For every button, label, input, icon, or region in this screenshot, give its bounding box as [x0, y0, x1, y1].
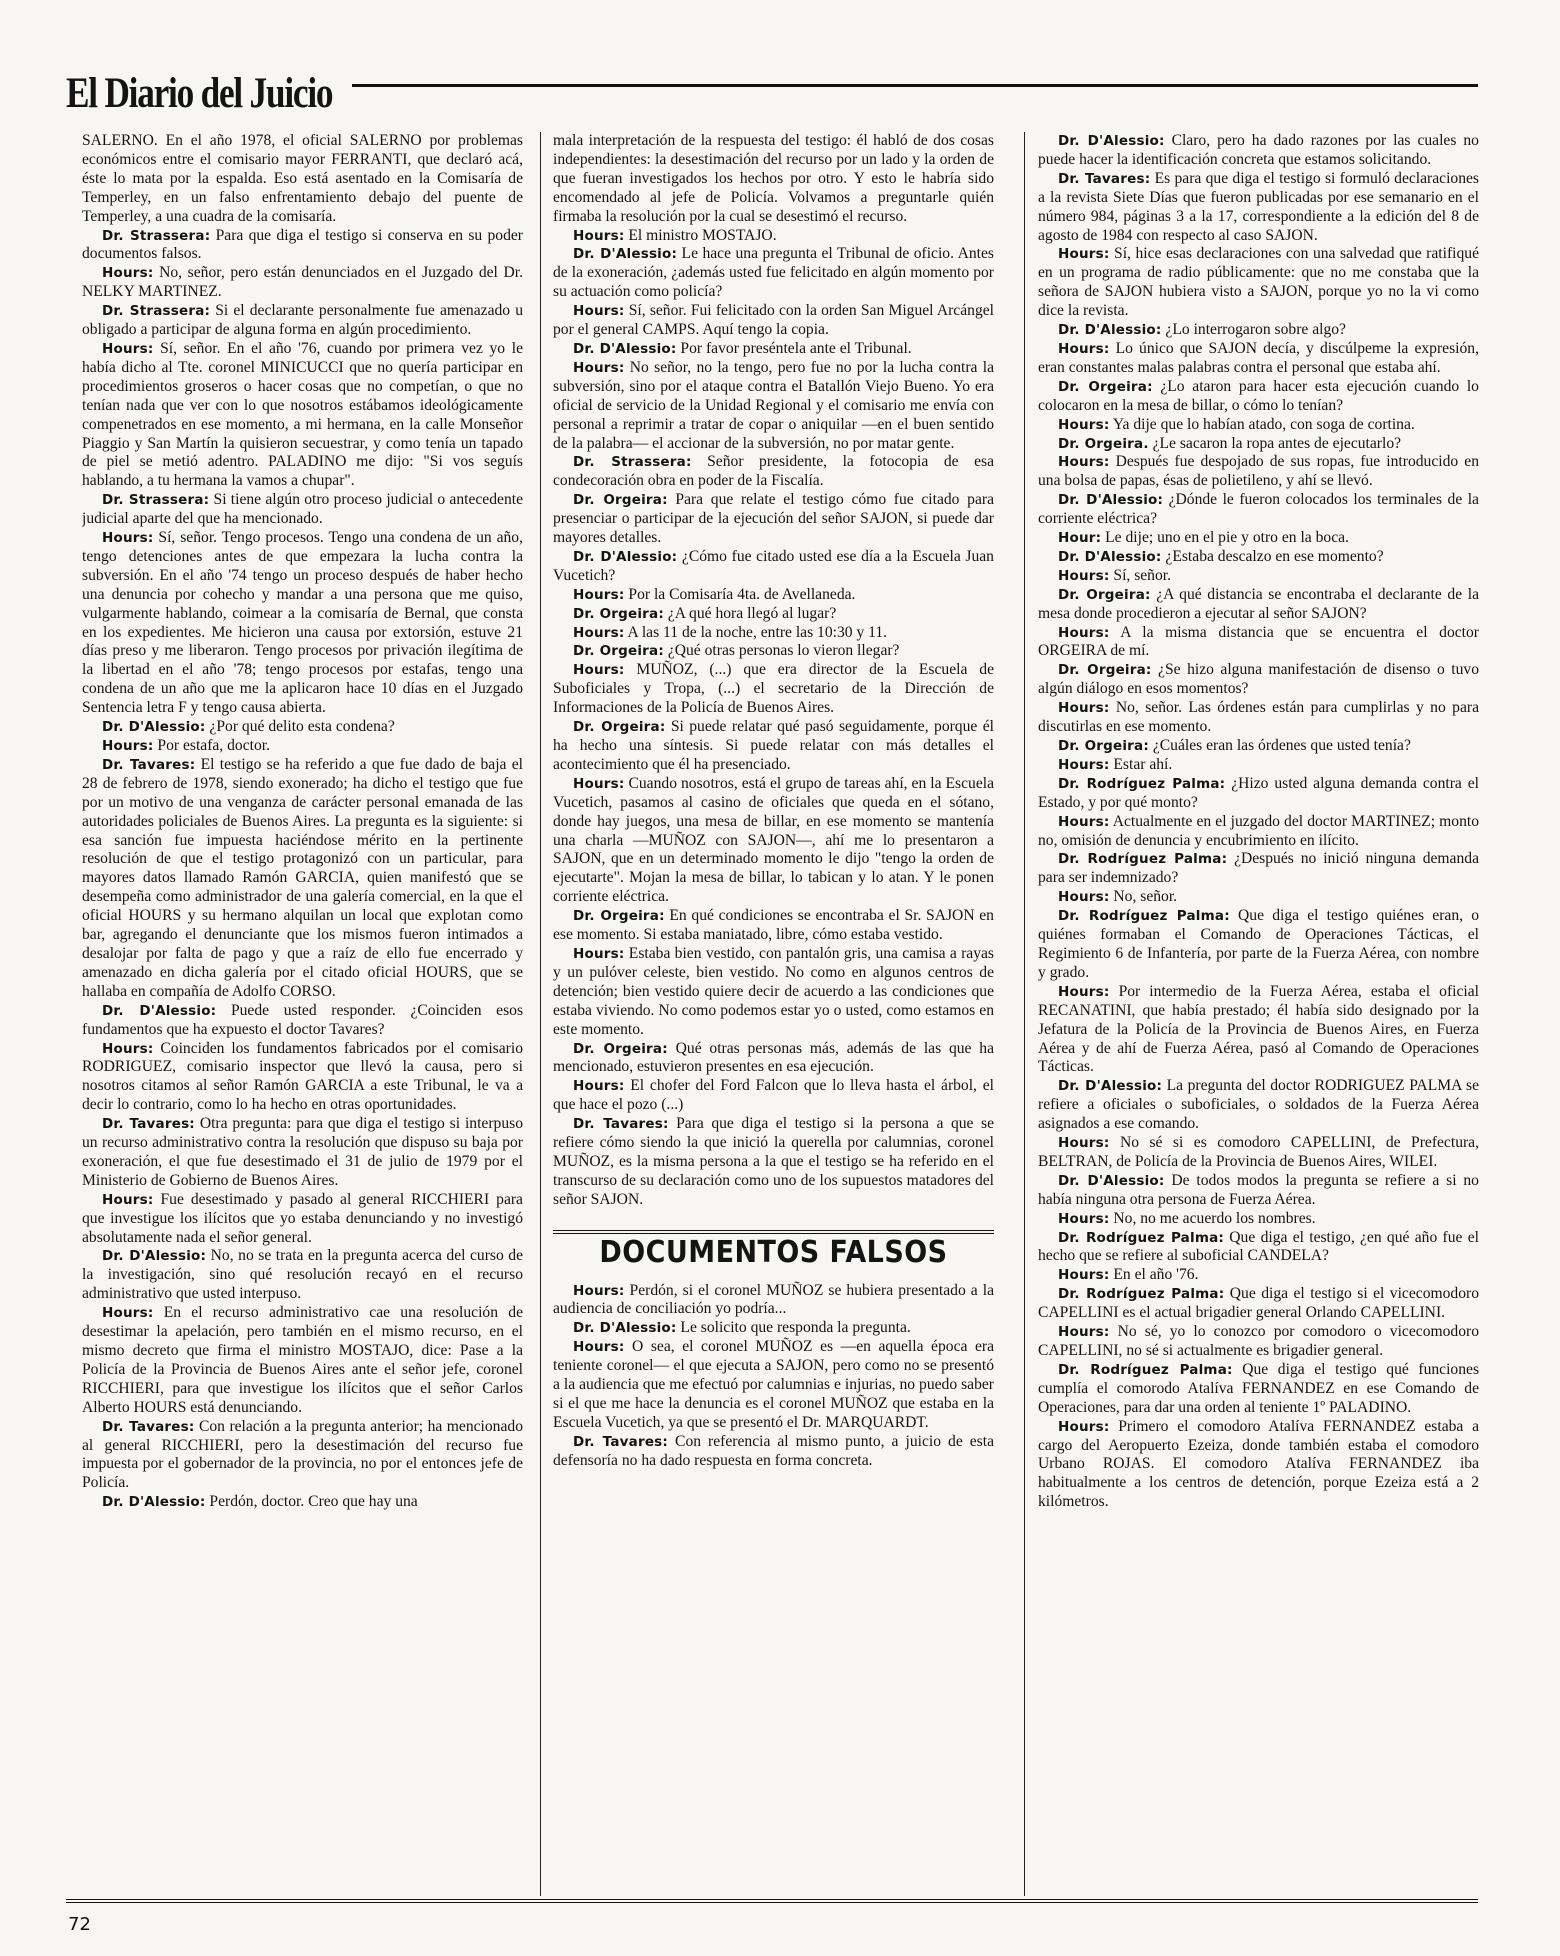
speaker-name: Dr. Tavares:: [102, 756, 196, 773]
paragraph-text: Estaba bien vestido, con pantalón gris, una camisa a rayas y un pulóver celeste, bien vestido. No como en algunos centros de detención; bien vestido quiere decir de acuerdo a las condiciones que estaba viviendo. No como podemos estar yo o usted, como estamos en este momento.: [553, 944, 994, 1038]
paragraph-text: A la misma distancia que se encuentra el doctor ORGEIRA de mí.: [1038, 623, 1479, 660]
paragraph-text: Fue desestimado y pasado al general RICCHIERI para que investigue los ilícitos que yo estaba denunciando y no investigó absolutamente nada el señor general.: [82, 1190, 523, 1246]
paragraph-text: No, no me acuerdo los nombres.: [1113, 1209, 1316, 1227]
paragraph-text: Actualmente en el juzgado del doctor MARTINEZ; monto no, omisión de denuncia y encubrimiento en ilícito.: [1038, 812, 1479, 849]
speaker-name: Dr. D'Alessio:: [1058, 492, 1164, 509]
speaker-name: Dr. D'Alessio:: [1058, 548, 1162, 565]
speaker-name: Hours:: [1058, 1210, 1110, 1227]
paragraph-text: El ministro MOSTAJO.: [628, 226, 777, 244]
paragraph-text: Por estafa, doctor.: [157, 737, 270, 754]
paragraph-text: Cuando nosotros, está el grupo de tareas ahí, en la Escuela Vucetich, pasamos al casino de oficiales que queda en el sótano, donde hay juegos, una mesa de billar, en ese momento se mantenía una charla —MUÑOZ con SAJON—, ahí me lo presentaron a SAJON, que en un determinado momento le dijo "tengo la orden de ejecutarte". Mojan la mesa de billar, lo tabican y lo atan. Y le ponen corriente eléctrica.: [553, 774, 994, 906]
transcript-paragraph: [1038, 321, 1479, 340]
transcript-paragraph: [82, 1247, 523, 1304]
speaker-name: Hours:: [573, 775, 625, 792]
speaker-name: Dr. D'Alessio:: [1058, 322, 1162, 339]
paragraph-text: Para que relate el testigo cómo fue citado para presenciar o participar de la ejecución del señor SAJON, si puede dar mayores detalles.: [553, 491, 994, 547]
transcript-paragraph: [553, 1338, 994, 1433]
transcript-paragraph: [553, 302, 994, 340]
paragraph-text: Sí, señor.: [1113, 566, 1172, 584]
transcript-paragraph: [553, 227, 994, 246]
transcript-paragraph: [553, 624, 994, 643]
paragraph-text: Claro, pero ha dado razones por las cuales no puede hacer la identificación concreta que estamos solicitando.: [1038, 132, 1479, 168]
transcript-paragraph: [553, 491, 994, 548]
transcript-paragraph: [82, 1304, 523, 1417]
masthead-rule: [352, 84, 1478, 87]
paragraph-text: MUÑOZ, (...) que era director de la Escuela de Suboficiales y Tropa, (...) el secretario de la Dirección de Informaciones de la Policía de Buenos Aires.: [553, 661, 994, 717]
column-2-bottom: [553, 1282, 994, 1471]
speaker-name: Dr. Orgeira:: [1058, 662, 1152, 679]
paragraph-text: Lo único que SAJON decía, y discúlpeme la expresión, eran constantes malas palabras contra el personal que estaba ahí.: [1038, 339, 1479, 376]
paragraph-text: No, no se trata en la pregunta acerca del curso de la investigación, sino qué resolución recayó en el recurso administrativo que usted interpuso.: [82, 1247, 523, 1303]
paragraph-text: ¿Cuáles eran las órdenes que usted tenía?: [1152, 737, 1411, 754]
speaker-name: Hours:: [1058, 889, 1110, 906]
speaker-name: Hours:: [1058, 454, 1110, 471]
transcript-paragraph: [553, 1040, 994, 1078]
paragraph-text: No sé, yo lo conozco por comodoro o vicecomodoro CAPELLINI, no sé si actualmente es brigadier general.: [1038, 1323, 1479, 1359]
paragraph-text: Que diga el testigo qué funciones cumplía el comorodo Atalíva FERNANDEZ en ese Comando de Operaciones, para dar una orden al teniente 1º PALADINO.: [1038, 1360, 1479, 1416]
paragraph-text: El chofer del Ford Falcon que lo lleva hasta el árbol, el que hace el pozo (...): [553, 1077, 994, 1114]
transcript-paragraph: [82, 1191, 523, 1248]
transcript-paragraph: [82, 1493, 523, 1512]
transcript-paragraph: [1038, 1266, 1479, 1285]
transcript-paragraph: [1038, 907, 1479, 983]
speaker-name: Hours:: [573, 227, 625, 244]
speaker-name: Dr. D'Alessio:: [1058, 133, 1165, 149]
speaker-name: Hours:: [102, 530, 154, 547]
paragraph-text: ¿A qué distancia se encontraba el declarante de la mesa donde procedieron a ejecutar al señor SAJON?: [1038, 585, 1479, 622]
transcript-paragraph: [1038, 737, 1479, 756]
paragraph-text: Si tiene algún otro proceso judicial o antecedente judicial aparte del que ha mencionado.: [82, 491, 523, 528]
transcript-paragraph: [1038, 1323, 1479, 1361]
transcript-paragraph: [1038, 850, 1479, 888]
speaker-name: Dr. D'Alessio:: [102, 1494, 206, 1511]
speaker-name: Hours:: [102, 738, 154, 754]
paragraph-text: ¿Después no inició ninguna demanda para ser indemnizado?: [1038, 850, 1479, 887]
speaker-name: Dr. D'Alessio:: [573, 548, 678, 565]
speaker-name: Dr. D'Alessio:: [1058, 1078, 1163, 1095]
paragraph-text: Con relación a la pregunta anterior; ha mencionado al general RICCHIERI, pero la desestimación del recurso fue impuesta por el gobernador de la provincia, no por el entonces jefe de Policía.: [82, 1417, 523, 1492]
column-2-top: [553, 132, 994, 1210]
paragraph-text: De todos modos la pregunta se refiere a si no había ninguna otra persona de Fuerza Aérea.: [1038, 1171, 1479, 1208]
paragraph-text: ¿Lo interrogaron sobre algo?: [1165, 321, 1346, 339]
paragraph-text: Después fue despojado de sus ropas, fue introducido en una bolsa de papas, ésas de polietileno, y ahí se llevó.: [1038, 453, 1479, 490]
transcript-paragraph: [1038, 453, 1479, 491]
transcript-paragraph: [1038, 661, 1479, 699]
transcript-paragraph: [82, 718, 523, 737]
paragraph-text: Si puede relatar qué pasó seguidamente, porque él ha hecho una síntesis. Si puede relatar con más detalles el acontecimiento que él ha presenciado.: [553, 718, 994, 773]
speaker-name: Dr. Rodríguez Palma:: [1058, 1286, 1225, 1303]
paragraph-text: Puede usted responder. ¿Coinciden esos fundamentos que ha expuesto el doctor Tavares?: [82, 1001, 523, 1038]
paragraph-text: ¿Le sacaron la ropa antes de ejecutarlo?: [1152, 434, 1402, 452]
paragraph-text: La pregunta del doctor RODRIGUEZ PALMA se refiere a oficiales o suboficiales, o soldados de la Fuerza Aérea asignados a ese comando.: [1038, 1077, 1479, 1133]
paragraph-text: Con referencia al mismo punto, a juicio de esta defensoría no ha dado respuesta en forma concreta.: [553, 1432, 994, 1469]
paragraph-text: Que diga el testigo, ¿en qué año fue el hecho que se refiere al suboficial CANDELA?: [1038, 1228, 1479, 1265]
transcript-paragraph: [82, 756, 523, 1002]
speaker-name: Dr. D'Alessio:: [102, 1248, 207, 1265]
paragraph-text: ¿Lo ataron para hacer esta ejecución cuando lo colocaron en la mesa de billar, o cómo lo tenían?: [1038, 377, 1479, 414]
paragraph-text: SALERNO. En el año 1978, el oficial SALERNO por problemas económicos entre el comisario mayor FERRANTI, que declaró acá, éste lo mata por la espalda. Eso está asentado en la Comisaría de Temperley, en un falso enfrentamiento debajo del puente de Temperley, a una cuadra de la comisaría.: [82, 132, 523, 225]
speaker-name: Dr. Orgeira:: [573, 908, 665, 925]
transcript-paragraph: [1038, 983, 1479, 1078]
speaker-name: Hours:: [1058, 1418, 1110, 1435]
speaker-name: Hours:: [573, 1282, 625, 1299]
transcript-paragraph: [1038, 491, 1479, 529]
speaker-name: Hours:: [1058, 246, 1110, 263]
speaker-name: Hours:: [1058, 700, 1110, 717]
speaker-name: Hours:: [102, 1040, 154, 1057]
transcript-paragraph: [82, 529, 523, 718]
speaker-name: Hours:: [573, 945, 625, 962]
transcript-paragraph: [82, 1040, 523, 1116]
paragraph-text: No, señor. Las órdenes están para cumplirlas y no para discutirlas en ese momento.: [1038, 699, 1479, 736]
paragraph-text: ¿Se hizo alguna manifestación de disenso o tuvo algún diálogo en esos momentos?: [1038, 661, 1479, 698]
transcript-paragraph: [553, 642, 994, 661]
transcript-paragraph: [1038, 1210, 1479, 1229]
transcript-paragraph: [553, 340, 994, 359]
speaker-name: Hours:: [573, 662, 625, 679]
speaker-name: Dr. Strassera:: [102, 227, 211, 244]
speaker-name: Hours:: [573, 1078, 625, 1095]
transcript-paragraph: [553, 548, 994, 586]
paragraph-text: Ya dije que lo habían atado, con soga de cortina.: [1112, 415, 1415, 433]
transcript-paragraph: [553, 586, 994, 605]
transcript-paragraph: [1038, 756, 1479, 775]
speaker-name: Hours:: [573, 624, 625, 641]
speaker-name: Dr. D'Alessio:: [573, 340, 677, 357]
speaker-name: Hours:: [102, 340, 154, 357]
speaker-name: Dr. Rodríguez Palma:: [1058, 908, 1230, 925]
speaker-name: Dr. Tavares:: [102, 1116, 195, 1133]
transcript-paragraph: [1038, 416, 1479, 435]
transcript-paragraph: [553, 605, 994, 624]
speaker-name: Dr. Strassera:: [573, 454, 692, 471]
speaker-name: Dr. Orgeira:: [1058, 738, 1149, 754]
paragraph-text: Por favor preséntela ante el Tribunal.: [680, 339, 912, 357]
paragraph-text: ¿Por qué delito esta condena?: [209, 718, 395, 736]
masthead-title: El Diario del Juicio: [66, 70, 333, 117]
paragraph-text: Para que diga el testigo si conserva en su poder documentos falsos.: [82, 226, 523, 263]
transcript-paragraph: [553, 718, 994, 775]
paragraph-text: En el recurso administrativo cae una resolución de desestimar la apelación, pero también en el mismo recurso, en el mismo decreto que firma el ministro MOSTAJO, dice: Pase a la Policía de la Provincia de Buenos Aires ante el señor jefe, coronel RICCHIERI, para que investigue los ilícitos que el señor Carlos Alberto HOURS está denunciando.: [82, 1304, 523, 1416]
transcript-paragraph: [1038, 1229, 1479, 1267]
section-heading-text: DOCUMENTOS FALSOS: [599, 1234, 948, 1270]
transcript-paragraph: [553, 1077, 994, 1115]
transcript-paragraph: [82, 302, 523, 340]
speaker-name: Dr. Tavares:: [1058, 170, 1151, 187]
article-body: [82, 132, 1480, 1896]
paragraph-text: ¿Cómo fue citado usted ese día a la Escuela Juan Vucetich?: [553, 547, 994, 584]
transcript-paragraph: [553, 132, 994, 227]
paragraph-text: Coinciden los fundamentos fabricados por el comisario RODRIGUEZ, comisario inspector que llevó la causa, pero si nosotros citamos al señor Ramón GARCIA a este Tribunal, le va a decir lo contrario, como lo ha hecho en otras oportunidades.: [82, 1039, 523, 1114]
paragraph-text: Perdón, doctor. Creo que hay una: [209, 1493, 418, 1511]
transcript-paragraph: [82, 340, 523, 491]
transcript-paragraph: [553, 907, 994, 945]
paragraph-text: No, señor.: [1113, 888, 1178, 906]
transcript-paragraph: [1038, 699, 1479, 737]
paragraph-text: El testigo se ha referido a que fue dado de baja el 28 de febrero de 1978, siendo exonerado; ha dicho el testigo que fue por un motivo de una venganza de carácter personal emanada de las autoridades policiales de Buenos Aires. La pregunta es la siguiente: si esa sanción fue impuesta haciéndose mérito en la pertinente resolución de que el testigo protagonizó con un particular, para mayores datos llamado Ramón GARCIA, quien manifestó que se desempeña como administrador de una galería comercial, en la que el oficial HOURS y su hermano alquilan un local que explotan como bar, agregando el denunciante que los mismos fueron intimados a desalojar por falta de pago y que a raíz de ello fue encerrado y amenazado en dicha galería por el citado oficial HOURS, que se hallaba en compañía de Adolfo CORSO.: [82, 755, 523, 1000]
paragraph-text: Sí, señor. En el año '76, cuando por primera vez yo le había dicho al Tte. coronel MINICUCCI que no quería participar en procedimientos groseros o hacer cosas que no competían, o que no tenían nada que ver con lo que nosotros estábamos ideológicamente compenetrados en ese momento, a mi hermana, en la calle Monseñor Piaggio y San Martín la quisieron secuestrar, y como tenía un tapado de piel se metió adentro. PALADINO me dijo: "Si vos seguís hablando, a tu hermana la vamos a chupar".: [82, 339, 523, 490]
speaker-name: Hours:: [573, 586, 625, 603]
column-3: [1038, 132, 1479, 1896]
speaker-name: Hours:: [573, 303, 625, 320]
transcript-paragraph: [1038, 1077, 1479, 1134]
transcript-paragraph: [1038, 170, 1479, 246]
transcript-paragraph: [553, 1282, 994, 1320]
transcript-paragraph: [1038, 813, 1479, 851]
speaker-name: Dr. Orgeira:: [573, 492, 668, 509]
paragraph-text: Estar ahí.: [1113, 755, 1173, 773]
transcript-paragraph: [1038, 888, 1479, 907]
column-divider: [540, 132, 541, 1896]
transcript-paragraph: [553, 945, 994, 1040]
transcript-paragraph: [1038, 624, 1479, 662]
transcript-paragraph: [1038, 1361, 1479, 1418]
paragraph-text: Le dije; uno en el pie y otro en la boca.: [1105, 529, 1349, 547]
paragraph-text: Por la Comisaría 4ta. de Avellaneda.: [628, 585, 856, 603]
column-1: [82, 132, 523, 1896]
transcript-paragraph: [1038, 586, 1479, 624]
speaker-name: Hours:: [573, 1339, 625, 1356]
column-2: [553, 132, 994, 1896]
transcript-paragraph: [553, 1319, 994, 1338]
speaker-name: Dr. Tavares:: [102, 1418, 195, 1435]
speaker-name: Dr. Rodríguez Palma:: [1058, 1361, 1233, 1378]
speaker-name: Dr. Strassera:: [102, 492, 210, 509]
speaker-name: Dr. Orgeira:: [1058, 378, 1153, 395]
paragraph-text: Primero el comodoro Atalíva FERNANDEZ estaba a cargo del Aeropuerto Ezeiza, donde también estaba el comodoro Urbano ROJAS. El comodoro Atalíva FERNANDEZ iba habitualmente a los centros de detención, porque Ezeiza está a 2 kilómetros.: [1038, 1417, 1479, 1511]
transcript-paragraph: [1038, 1134, 1479, 1172]
transcript-paragraph: [1038, 378, 1479, 416]
paragraph-text: Sí, hice esas declaraciones con una salvedad que ratifiqué en un programa de radio públicamente: que no me constaba que la señora de SAJON hubiera visto a SAJON, porque yo no la vi como dice la revista.: [1038, 245, 1479, 320]
transcript-paragraph: [82, 264, 523, 302]
speaker-name: Hours:: [102, 265, 154, 282]
transcript-paragraph: [553, 1433, 994, 1471]
paragraph-text: En qué condiciones se encontraba el Sr. SAJON en ese momento. Si estaba maniatado, libre, cómo estaba vestido.: [553, 907, 994, 944]
speaker-name: Dr. Orgeira:: [573, 605, 664, 622]
speaker-name: Hours:: [1058, 340, 1110, 357]
speaker-name: Dr. Orgeira.: [1058, 435, 1149, 452]
transcript-paragraph: [82, 737, 523, 756]
speaker-name: Dr. Orgeira:: [573, 1040, 668, 1057]
transcript-paragraph: [553, 775, 994, 907]
transcript-paragraph: [1038, 245, 1479, 321]
transcript-paragraph: [82, 491, 523, 529]
paragraph-text: No sé si es comodoro CAPELLINI, de Prefectura, BELTRAN, de Policía de la Provincia de Buenos Aires, WILEI.: [1038, 1134, 1479, 1170]
transcript-paragraph: [82, 1115, 523, 1191]
transcript-paragraph: [1038, 775, 1479, 813]
transcript-paragraph: [82, 1002, 523, 1040]
speaker-name: Hour:: [1058, 530, 1102, 547]
paragraph-text: No señor, no la tengo, pero fue no por la lucha contra la subversión, sino por el ataque contra el Batallón Viejo Bueno. Yo era oficial de servicio de la Unidad Regional y el comisario me envía con personal a reprimir a tratar de copar o aniquilar —en el buen sentido de la palabra— el accionar de la subversión, no por matar gente.: [553, 358, 994, 452]
paragraph-text: Le solicito que responda la pregunta.: [680, 1319, 911, 1337]
paragraph-text: Es para que diga el testigo si formuló declaraciones a la revista Siete Días que fueron publicadas por ese semanario en el número 984, páginas 3 a la 17, correspondiente a la edición del 8 de agosto de 1984 con respecto al caso SAJON.: [1038, 169, 1479, 244]
speaker-name: Dr. D'Alessio:: [102, 1002, 217, 1019]
speaker-name: Hours:: [1058, 983, 1110, 1000]
paragraph-text: Sí, señor. Tengo procesos. Tengo una condena de un año, tengo detenciones antes de que empezara la lucha contra la subversión. En el año '74 tengo un proceso después de haber hecho una denuncia por cohecho y mandar a una persona que me quiso, vulgarmente hablando, coimear a la comisaría de Bernal, que consta en los expedientes. Me hicieron una causa por extorsión, estuve 21 días preso y me liberaron. Tengo procesos por privación ilegítima de la libertad en el año '78; tengo procesos por estafas, tengo una condena de un año que me la aplicaron hace 10 días en el Juzgado Sentencia letra F y tengo causa abierta.: [82, 529, 523, 717]
paragraph-text: ¿Dónde le fueron colocados los terminales de la corriente eléctrica?: [1038, 491, 1479, 528]
page-number: 72: [68, 1914, 91, 1935]
paragraph-text: ¿Qué otras personas lo vieron llegar?: [667, 642, 900, 660]
paragraph-text: En el año '76.: [1113, 1266, 1199, 1284]
transcript-paragraph: [553, 359, 994, 454]
transcript-paragraph: [1038, 548, 1479, 567]
speaker-name: Hours:: [102, 1191, 154, 1208]
paragraph-text: Perdón, si el coronel MUÑOZ se hubiera presentado a la audiencia de conciliación yo podría...: [553, 1281, 994, 1318]
transcript-paragraph: [82, 227, 523, 265]
transcript-paragraph: [1038, 340, 1479, 378]
transcript-paragraph: [553, 453, 994, 491]
paragraph-text: Por intermedio de la Fuerza Aérea, estaba el oficial RECANATINI, que había prestado; él había sido designado por la Jefatura de la Policía de la Provincia de Buenos Aires, en Fuerza Aérea y de ahí de Fuerza Aérea, pasó al Comando de Operaciones Tácticas.: [1038, 982, 1479, 1076]
paragraph-text: Si el declarante personalmente fue amenazado u obligado a participar de alguna forma en algún procedimiento.: [82, 302, 523, 339]
footer-rule: [66, 1899, 1478, 1903]
speaker-name: Dr. D'Alessio:: [573, 1320, 677, 1337]
speaker-name: Dr. D'Alessio:: [102, 719, 206, 736]
transcript-paragraph: [553, 245, 994, 302]
paragraph-text: mala interpretación de la respuesta del testigo: él habló de dos cosas independientes: la desestimación del recurso por un lado y la orden de que fueran investigados los hechos por otro. Y esto le habría sido encomendado al jefe de Policía. Volvamos a preguntarle quién firmaba la resolución por la cual se desestimó el recurso.: [553, 132, 994, 225]
speaker-name: Dr. D'Alessio:: [573, 246, 678, 263]
paragraph-text: Que diga el testigo si el vicecomodoro CAPELLINI es el actual brigadier general Orlando CAPELLINI.: [1038, 1285, 1479, 1322]
transcript-paragraph: [553, 661, 994, 718]
transcript-paragraph: [1038, 1172, 1479, 1210]
paragraph-text: Que diga el testigo quiénes eran, o quiénes formaban el Comando de Operaciones Tácticas, el Regimiento 6 de Infantería, por parte de la Fuerza Aérea, con nombre y grado.: [1038, 907, 1479, 981]
paragraph-text: ¿Hizo usted alguna demanda contra el Estado, y por qué monto?: [1038, 774, 1479, 811]
speaker-name: Hours:: [1058, 813, 1110, 830]
paragraph-text: Señor presidente, la fotocopia de esa condecoración obra en poder de la Fiscalía.: [553, 453, 994, 490]
paragraph-text: Sí, señor. Fui felicitado con la orden San Miguel Arcángel por el general CAMPS. Aquí tengo la copia.: [553, 302, 994, 339]
speaker-name: Dr. Tavares:: [573, 1116, 669, 1133]
paragraph-text: A las 11 de la noche, entre las 10:30 y 11.: [627, 623, 888, 641]
section-heading: [553, 1230, 994, 1268]
transcript-paragraph: [1038, 1285, 1479, 1323]
speaker-name: Dr. Rodríguez Palma:: [1058, 1229, 1224, 1246]
paragraph-text: Para que diga el testigo si la persona a que se refiere cómo siendo la que inició la querella por calumnias, coronel MUÑOZ, es la misma persona a la que el testigo se ha referido en el transcurso de su declaración como uno de los supuestos matadores del señor SAJON.: [553, 1115, 994, 1208]
paragraph-text: O sea, el coronel MUÑOZ es —en aquella época era teniente coronel— el que ejecuta a SAJON, pero como no se presentó a la audiencia que me efectuó por calumnias e injurias, no puedo saber si el que me hace la denuncia es el coronel MUÑOZ que estaba en la Escuela Vucetich, ya que se presentó el Dr. MARQUARDT.: [553, 1338, 994, 1431]
speaker-name: Hours:: [573, 359, 625, 376]
transcript-paragraph: [1038, 567, 1479, 586]
paragraph-text: Le hace una pregunta el Tribunal de oficio. Antes de la exoneración, ¿además usted fue felicitado en algún momento por su actuación como policía?: [553, 245, 994, 301]
transcript-paragraph: [1038, 1418, 1479, 1513]
masthead: [66, 62, 1478, 122]
speaker-name: Dr. Orgeira:: [1058, 586, 1151, 603]
transcript-paragraph: [1038, 435, 1479, 454]
paragraph-text: No, señor, pero están denunciados en el Juzgado del Dr. NELKY MARTINEZ.: [82, 264, 523, 301]
transcript-paragraph: [82, 132, 523, 227]
transcript-paragraph: [553, 1115, 994, 1210]
transcript-paragraph: [1038, 132, 1479, 170]
speaker-name: Hours:: [1058, 1267, 1110, 1284]
speaker-name: Hours:: [1058, 1324, 1110, 1341]
speaker-name: Hours:: [1058, 1135, 1110, 1152]
speaker-name: Dr. Tavares:: [573, 1433, 669, 1450]
speaker-name: Hours:: [1058, 756, 1110, 773]
paragraph-text: ¿Estaba descalzo en ese momento?: [1165, 547, 1384, 565]
transcript-paragraph: [1038, 529, 1479, 548]
speaker-name: Dr. Orgeira:: [573, 643, 664, 660]
paragraph-text: Qué otras personas más, además de las que ha mencionado, estuvieron presentes en esa ejecución.: [553, 1039, 994, 1076]
speaker-name: Dr. D'Alessio:: [1058, 1172, 1165, 1189]
speaker-name: Dr. Orgeira:: [573, 719, 666, 736]
speaker-name: Dr. Strassera:: [102, 303, 211, 320]
speaker-name: Hours:: [1058, 416, 1110, 433]
speaker-name: Hours:: [102, 1305, 154, 1322]
speaker-name: Hours:: [1058, 624, 1110, 641]
speaker-name: Dr. Rodríguez Palma:: [1058, 851, 1228, 868]
paragraph-text: ¿A qué hora llegó al lugar?: [667, 604, 837, 622]
paragraph-text: Otra pregunta: para que diga el testigo si interpuso un recurso administrativo contra la resolución que dispuso su baja por exoneración, el que fue desestimado el 31 de julio de 1979 por el Ministerio de Gobierno de Buenos Aires.: [82, 1115, 523, 1189]
transcript-paragraph: [82, 1418, 523, 1494]
speaker-name: Hours:: [1058, 567, 1110, 584]
column-divider: [1024, 132, 1025, 1896]
speaker-name: Dr. Rodríguez Palma:: [1058, 775, 1226, 792]
